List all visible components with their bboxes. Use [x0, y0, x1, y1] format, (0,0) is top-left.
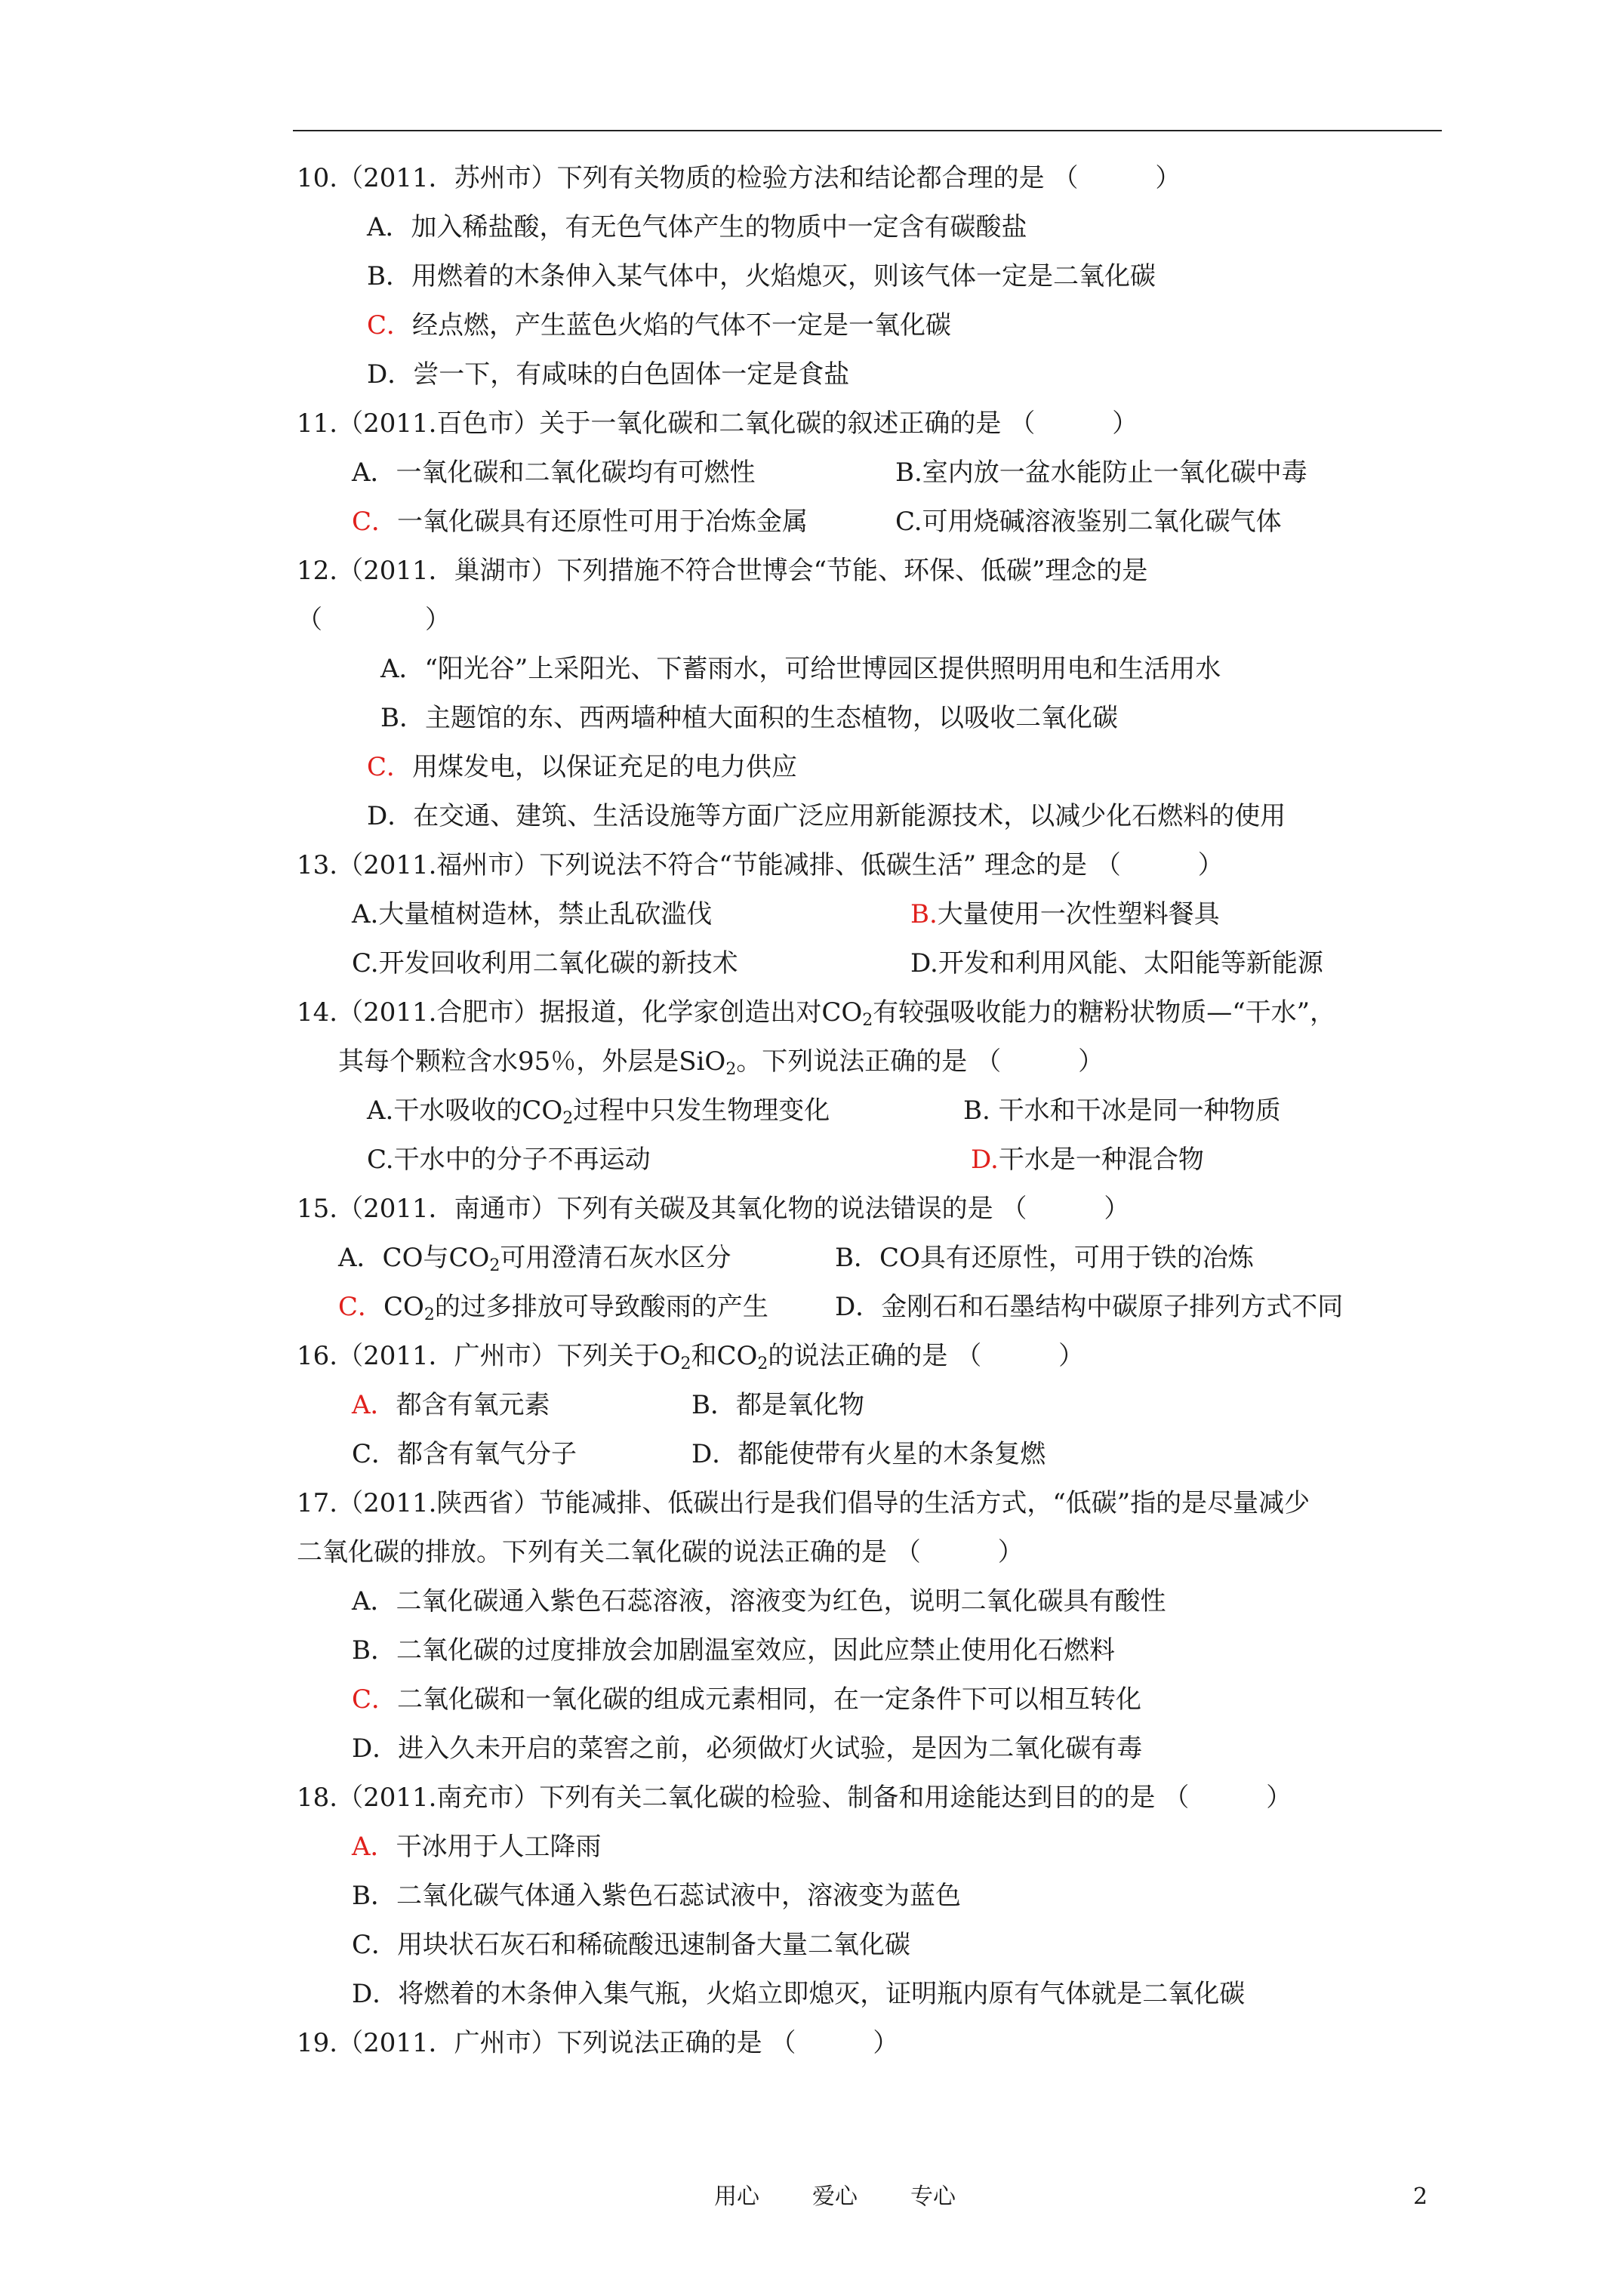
question-14-stem-line2: 其每个颗粒含水95％，外层是SiO$_2$。下列说法正确的是 （ ） [338, 1046, 1104, 1079]
question-10-option-d: D．尝一下，有咸味的白色固体一定是食盐 [367, 359, 850, 390]
question-18-option-b: B．二氧化碳气体通入紫色石蕊试液中，溶液变为蓝色 [352, 1881, 961, 1911]
question-16-option-c: C．都含有氧气分子 [352, 1439, 577, 1469]
question-11-option-b: B.室内放一盆水能防止一氧化碳中毒 [895, 458, 1307, 488]
question-18-option-a: A．干冰用于人工降雨 [352, 1832, 602, 1862]
question-14-option-d: D.干水是一种混合物 [971, 1145, 1204, 1175]
question-17-stem-line2: 二氧化碳的排放。下列有关二氧化碳的说法正确的是 （ ） [297, 1537, 1024, 1567]
question-19-stem: 19.（2011．广州市）下列说法正确的是 （ ） [297, 2028, 899, 2058]
question-11-option-c: C．一氧化碳具有还原性可用于冶炼金属 [352, 507, 808, 537]
question-14-option-b: B. 干水和干冰是同一种物质 [963, 1096, 1281, 1126]
header-rule [293, 130, 1442, 131]
answer-mark: C． [367, 752, 413, 782]
question-15-option-a: A．CO与$CO_2$可用澄清石灰水区分 [338, 1243, 731, 1275]
answer-mark: C． [367, 310, 413, 341]
question-13-stem: 13.（2011.福州市）下列说法不符合“节能减排、低碳生活” 理念的是 （ ） [297, 850, 1224, 880]
question-17-option-c: C．二氧化碳和一氧化碳的组成元素相同，在一定条件下可以相互转化 [352, 1684, 1142, 1715]
question-12-stem: 12.（2011．巢湖市）下列措施不符合世博会“节能、环保、低碳”理念的是 [297, 556, 1148, 586]
question-18-option-d: D．将燃着的木条伸入集气瓶，火焰立即熄灭，证明瓶内原有气体就是二氧化碳 [352, 1979, 1246, 2009]
question-15-option-b: B．CO具有还原性，可用于铁的冶炼 [835, 1243, 1254, 1273]
question-13-option-a: A.大量植树造林，禁止乱砍滥伐 [352, 899, 713, 929]
question-12-option-c: C．用煤发电，以保证充足的电力供应 [367, 752, 798, 782]
footer-text-mid: 爱心 [812, 2184, 858, 2210]
question-11-stem: 11.（2011.百色市）关于一氧化碳和二氧化碳的叙述正确的是 （ ） [297, 408, 1138, 439]
answer-mark: C． [352, 1684, 398, 1715]
question-16-stem: 16.（2011．广州市）下列关于$O_2$和$CO_2$的说法正确的是 （ ） [297, 1341, 1085, 1373]
question-18-stem: 18.（2011.南充市）下列有关二氧化碳的检验、制备和用途能达到目的的是 （ ） [297, 1783, 1292, 1813]
answer-mark: C． [338, 1292, 384, 1322]
footer-text-left: 用心 [714, 2184, 759, 2210]
question-10-stem: 10.（2011．苏州市）下列有关物质的检验方法和结论都合理的是 （ ） [297, 163, 1181, 193]
question-15-option-c: C．$CO_2$的过多排放可导致酸雨的产生 [338, 1292, 768, 1324]
question-11-option-a: A．一氧化碳和二氧化碳均有可燃性 [352, 458, 756, 488]
answer-mark: B. [910, 899, 938, 929]
question-12-option-b: B．主题馆的东、西两墙种植大面积的生态植物，以吸收二氧化碳 [380, 703, 1118, 733]
footer-text-right: 专心 [910, 2184, 956, 2210]
question-12-answer-paren: （ ） [297, 605, 451, 635]
question-14-stem: 14.（2011.合肥市）据报道，化学家创造出对$CO_2$有较强吸收能力的糖粉状物质—“干水”， [297, 997, 1336, 1030]
question-17-option-b: B．二氧化碳的过度排放会加剧温室效应，因此应禁止使用化石燃料 [352, 1635, 1115, 1666]
question-12-option-a: A．“阳光谷”上采阳光、下蓄雨水，可给世博园区提供照明用电和生活用水 [380, 654, 1221, 684]
question-18-option-c: C．用块状石灰石和稀硫酸迅速制备大量二氧化碳 [352, 1930, 911, 1960]
question-14-option-c: C.干水中的分子不再运动 [367, 1145, 651, 1175]
question-11-option-d: C.可用烧碱溶液鉴别二氧化碳气体 [895, 507, 1282, 537]
question-10-option-a: A．加入稀盐酸，有无色气体产生的物质中一定含有碳酸盐 [367, 212, 1027, 242]
question-13-option-c: C.开发回收利用二氧化碳的新技术 [352, 948, 738, 978]
question-12-option-d: D．在交通、建筑、生活设施等方面广泛应用新能源技术，以减少化石燃料的使用 [367, 801, 1286, 831]
answer-mark: A． [352, 1390, 396, 1420]
answer-mark: C． [352, 507, 398, 537]
question-17-option-d: D．进入久未开启的菜窖之前，必须做灯火试验，是因为二氧化碳有毒 [352, 1734, 1143, 1764]
question-15-stem: 15.（2011．南通市）下列有关碳及其氧化物的说法错误的是 （ ） [297, 1194, 1130, 1224]
question-13-option-d: D.开发和利用风能、太阳能等新能源 [910, 948, 1323, 978]
answer-mark: D. [971, 1145, 999, 1175]
question-13-option-b: B.大量使用一次性塑料餐具 [910, 899, 1220, 929]
page-number: 2 [1413, 2184, 1428, 2210]
question-17-stem: 17.（2011.陕西省）节能减排、低碳出行是我们倡导的生活方式，“低碳”指的是尽量减少 [297, 1488, 1310, 1518]
question-14-option-a: A.干水吸收的$CO_2$过程中只发生物理变化 [367, 1096, 830, 1128]
question-17-option-a: A．二氧化碳通入紫色石蕊溶液，溶液变为红色，说明二氧化碳具有酸性 [352, 1586, 1166, 1616]
question-10-option-b: B．用燃着的木条伸入某气体中，火焰熄灭，则该气体一定是二氧化碳 [367, 261, 1156, 291]
question-16-option-d: D．都能使带有火星的木条复燃 [691, 1439, 1046, 1469]
question-15-option-d: D．金刚石和石墨结构中碳原子排列方式不同 [835, 1292, 1344, 1322]
question-10-option-c: C．经点燃，产生蓝色火焰的气体不一定是一氧化碳 [367, 310, 952, 341]
answer-mark: A． [352, 1832, 396, 1862]
question-16-option-b: B．都是氧化物 [691, 1390, 864, 1420]
question-16-option-a: A．都含有氧元素 [352, 1390, 550, 1420]
